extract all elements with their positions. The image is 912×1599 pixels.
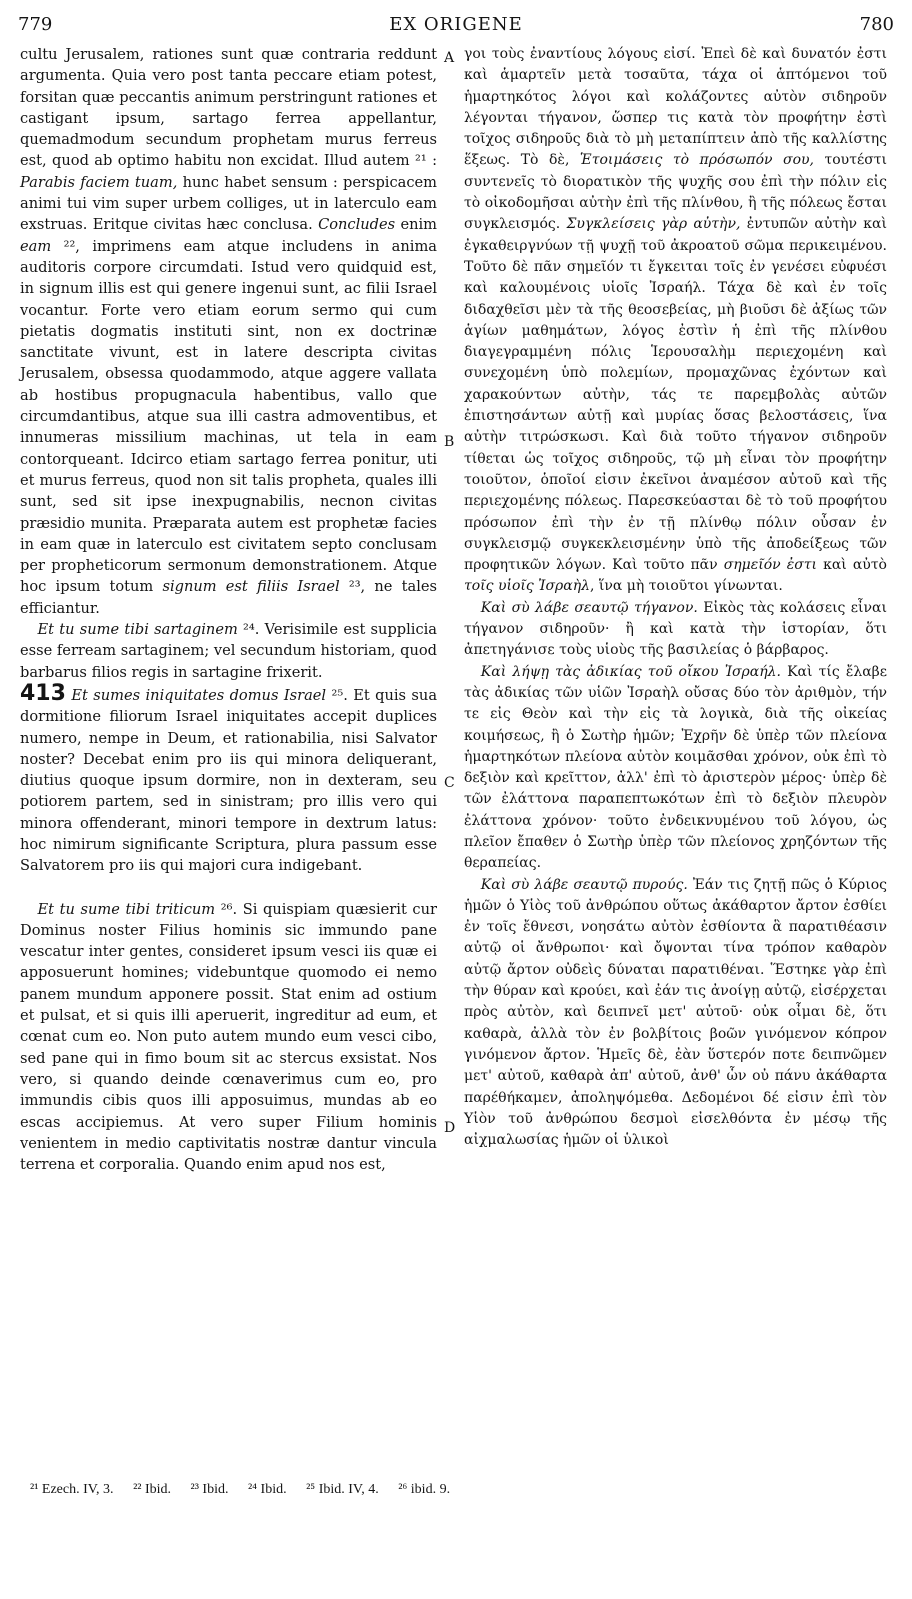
margin-marker-a: A (444, 50, 455, 66)
footnote-24: ²⁴ Ibid. (247, 1482, 287, 1497)
greek-paragraph-3: Καὶ λήψῃ τὰς ἀδικίας τοῦ οἴκου Ἰσραήλ. Καὶ τίς ἔλαβε τὰς ἀδικίας τῶν υἱῶν Ἰσραὴλ οὔσας δύο τὸν ἀριθμὸν, τήν τε εἰς Θεὸν καὶ τὴν εἰς τὰ λογικὰ, διὰ τῆς οἰκείας κοιμήσεως, ἢ ὁ Σωτὴρ ἡμῶν; Ἐχρῆν δὲ ὑπὲρ τῶν πλείονα ἡμαρτηκότων πλείονα αὐτὸν κοιμᾶσθαι χρόνον, οὐκ ἐπὶ τὸ δεξιὸν καὶ κρεῖττον, ἀλλ' ἐπὶ τὸ ἀριστερὸν μέρος· ὑπὲρ δὲ τῶν ἐλάττονα παραπεπτωκότων ἐπὶ τὸ δεξιὸν πλευρὸν ἐλάττονα χρόνον· τοῦτο ἐνδεικνυμένου τοῦ λόγου, ὡς πλεῖον ἔπαθεν ὁ Σωτὴρ ὑπὲρ τῶν πλείονος χρηζόντων τῆς θεραπείας. (464, 663, 888, 872)
latin-paragraph-4: Et tu sume tibi triticum ²⁶. Si quispiam quæsierit cur Dominus noster Filius hominis sic immundo pane vescatur inter gentes, consideret ipsum vesci iis quæ ei apposuerunt homines; videbuntque quomodo ei nemo panem mundum apponere possit. Stat enim ad ostium et pulsat, et si quis illi aperuerit, ingreditur ad eum, et cœnat cum eo. Non puto autem mundo eum vesci cibo, sed pane qui in fimo boum sit ac stercus exsistat. Nos vero, si quando deinde cœnaverimus cum eo, pro immundis cibis quos illi apposuimus, mundas ab eo escas accipiemus. At vero super Filium hominis venientem in medio captivitatis nostræ dantur vincula terrena et corporalia. Quando enim apud nos est, (20, 900, 437, 1174)
section-number: 413 (20, 680, 66, 706)
latin-paragraph-1: cultu Jerusalem, rationes sunt quæ contraria reddunt argumenta. Quia vero post tanta peccare etiam potest, forsitan quæ peccantis animum perstringunt rationes et castigant ipsum, sartago ferrea appellantur, quemadmodum secundum prophetam murus ferreus est, quod ab optimo habitu non excidat. Illud autem ²¹ : Parabis faciem tuam, hunc habet sensum : perspicacem animi tui vim super urbem colliges, ut in laterculo eam exstruas. Eritque civitas hæc conclusa. Concludes enim eam ²², imprimens eam atque includens in anima auditoris corpore circumdati. Istud vero quidquid est, in signum illis est qui genere ingenui sunt, ac filii Israel vocantur. Forte vero etiam eorum sermo qui cum pietatis dogmatis instituti sint, non ex doctrinæ sanctitate vivunt, est in latere descripta civitas Jerusalem, obsessa quodammodo, atque aggere vallata ab hostibus propugnacula habentibus, vallo que circumdantibus, atque sua illi castra admoventibus, et innumeras missilium machinas, ut tela in eam contorqueant. Idcirco etiam sartago ferrea ponitur, uti et murus ferreus, quod non sit talis propheta, quales illi sunt, sed sit ipse inexpugnabilis, necnon civitas præsidio munita. Præparata autem est prophetæ facies in eam quæ in laterculo est civitatem septo conclusam per propheticorum sermonum demonstrationem. Atque hoc ipsum totum signum est filiis Israel ²³, ne tales efficiantur. (20, 46, 437, 617)
margin-marker-b: B (444, 434, 455, 450)
left-page-number: 779 (18, 14, 53, 35)
footnote-26: ²⁶ ibid. 9. (398, 1482, 451, 1497)
margin-marker-d: D (444, 1120, 456, 1136)
page-header (18, 14, 894, 40)
greek-paragraph-1: γοι τοὺς ἐναντίους λόγους εἰσί. Ἐπεὶ δὲ καὶ δυνατόν ἐστι καὶ ἁμαρτεῖν μετὰ τοσαῦτα, τάχα οἱ ἁπτόμενοι τοῦ ἡμαρτηκότος λόγοι καὶ κολάζοντες αὐτὸν σιδηροῦν λέγονται τήγανον, ὥσπερ τις κατὰ τὸν προφήτην ἐστὶ τοῖχος σιδηροῦς διὰ τὸ μὴ μεταπίπτειν ἀπὸ τῆς καλλίστης ἕξεως. Τὸ δὲ, Ἑτοιμάσεις τὸ πρόσωπόν σου, τουτέστι συντενεῖς τὸ διορατικὸν τῆς ψυχῆς σου ἐπὶ τὴν πόλιν εἰς τὸ οἰκοδομῆσαι αὐτὴν ἐπὶ τῆς πλίνθου, ἢ τῆς πόλεως ἔσται συγκλεισμός. Συγκλείσεις γὰρ αὐτὴν, ἐντυπῶν αὐτὴν καὶ ἐγκαθειργνύων τῇ ψυχῇ τοῦ ἀκροατοῦ σῶμα περικειμένου. Τοῦτο δὲ πᾶν σημεῖόν τι ἔγκειται τοῖς ἐν γενέσει εὐφυέσι καὶ καλουμένοις υἱοῖς Ἰσραήλ. Τάχα δὲ καὶ ἐν τοῖς διδαχθεῖσι μὲν τὰ τῆς θεοσεβείας, μὴ βιοῦσι δὲ ἀξίως τῶν ἁγίων μαθημάτων, λόγος ἐστὶν ἡ ἐπὶ τῆς πλίνθου διαγεγραμμένη πόλις Ἱερουσαλὴμ περιεχομένη καὶ συνεχομένη ὑπὸ πολεμίων, προμαχῶνας ἐχόντων καὶ χαρακούντων αὐτὴν, τάς τε παρεμβολὰς αὐτῶν ἐπιστησάντων αὐτῇ καὶ μυρίας ὅσας βελοστάσεις, ἵνα αὐτὴν τιτρώσκωσι. Καὶ διὰ τοῦτο τήγανον σιδηροῦν τίθεται ὡς τοῖχος σιδηροῦς, τῷ μὴ εἶναι τὸν προφήτην τοιοῦτον, ὁποῖοί εἰσιν ἐκεῖνοι ἀναμέσον αὐτοῦ καὶ τῆς περιεχομένης πόλεως. Παρεσκεύασται δὲ τὸ τοῦ προφήτου πρόσωπον ἐπὶ τὴν ἐν τῇ πλίνθῳ πόλιν οὖσαν ἐν συγκλεισμῷ συγκεκλεισμένην ὑπὸ τῆς ἀποδείξεως τῶν προφητικῶν λόγων. Καὶ τοῦτο πᾶν σημεῖόν ἐστι καὶ αὐτὸ τοῖς υἱοῖς Ἰσραὴλ, ἵνα μὴ τοιοῦτοι γίνωνται. (464, 46, 887, 595)
margin-marker-c: C (444, 775, 455, 791)
greek-paragraph-2: Καὶ σὺ λάβε σεαυτῷ τήγανον. Εἰκὸς τὰς κολάσεις εἶναι τήγανον σιδηροῦν· ἢ καὶ κατὰ τὴν ἱστορίαν, ὅτι ἀπετηγάνισε τοὺς υἱοὺς τῆς βασιλείας ὁ βάρβαρος. (464, 599, 887, 659)
running-title: EX ORIGENE (389, 14, 523, 35)
latin-paragraph-2: Et tu sume tibi sartaginem ²⁴. Verisimile est supplicia esse ferream sartaginem; vel secundum historiam, quod barbarus filios regis in sartagine frixerit. (20, 621, 437, 681)
footnote-23: ²³ Ibid. (190, 1482, 229, 1497)
greek-paragraph-4: Καὶ σὺ λάβε σεαυτῷ πυρούς. Ἐάν τις ζητῇ πῶς ὁ Κύριος ἡμῶν ὁ Υἱὸς τοῦ ἀνθρώπου οὕτως ἀκάθαρτον ἄρτον ἐσθίει ἐν τοῖς ἔθνεσι, νοησάτω αὐτὸν ἐσθίοντα ἃ παρατιθέασιν αὐτῷ οἱ ἄνθρωποι· καὶ ὄψονται τίνα τρόπον καθαρὸν αὐτῷ ἄρτον οὐδεὶς δύναται παρατιθέναι. Ἕστηκε γὰρ ἐπὶ τὴν θύραν καὶ κρούει, καὶ ἐάν τις ἀνοίγῃ αὐτῷ, εἰσέρχεται πρὸς αὐτὸν, καὶ δειπνεῖ μετ' αὐτοῦ· οὐκ οἶμαι δὲ, ὅτι καθαρὰ, ἀλλὰ τὸν ἐν βολβίτοις βοῶν γινόμενον κόπρον γινόμενον ἄρτον. Ἡμεῖς δὲ, ἐὰν ὕστερόν ποτε δειπνῶμεν μετ' αὐτοῦ, καθαρὰ ἀπ' αὐτοῦ, ἀνθ' ὧν οὐ πάνυ ἀκάθαρτα παρέθήκαμεν, ἀποληψόμεθα. Δεδομένοι δέ εἰσιν ἐπὶ τὸν Υἱὸν τοῦ ἀνθρώπου δεσμοὶ εἰσελθόντα ἐν μέσῳ τῆς αἰχμαλωσίας ἡμῶν οἱ ὑλικοὶ (464, 876, 887, 1149)
footnote-25: ²⁵ Ibid. IV, 4. (306, 1482, 379, 1497)
footnotes (30, 1482, 466, 1498)
latin-paragraph-3: 413 Et sumes iniquitates domus Israel ²⁵. Et quis sua dormitione filiorum Israel iniquitates accepit duplices numero, nempe in Deum, et rationabilia, nisi Salvator noster? Decebat enim pro iis qui minora deliquerant, diutius quoque ipsum dormire, non in dexteram, seu potiorem partem, sed in sinistram; pro illis vero qui minora offenderant, minori tempore in dextrum latus: hoc nimirum significante Scriptura, plura passum esse Salvatorem pro iis qui majori cura indigebant. (20, 680, 438, 875)
latin-column (20, 44, 437, 1175)
footnote-22: ²² Ibid. (133, 1482, 172, 1497)
greek-column (464, 44, 887, 1151)
right-page-number: 780 (859, 14, 894, 35)
footnote-21: ²¹ Ezech. IV, 3. (30, 1482, 114, 1497)
